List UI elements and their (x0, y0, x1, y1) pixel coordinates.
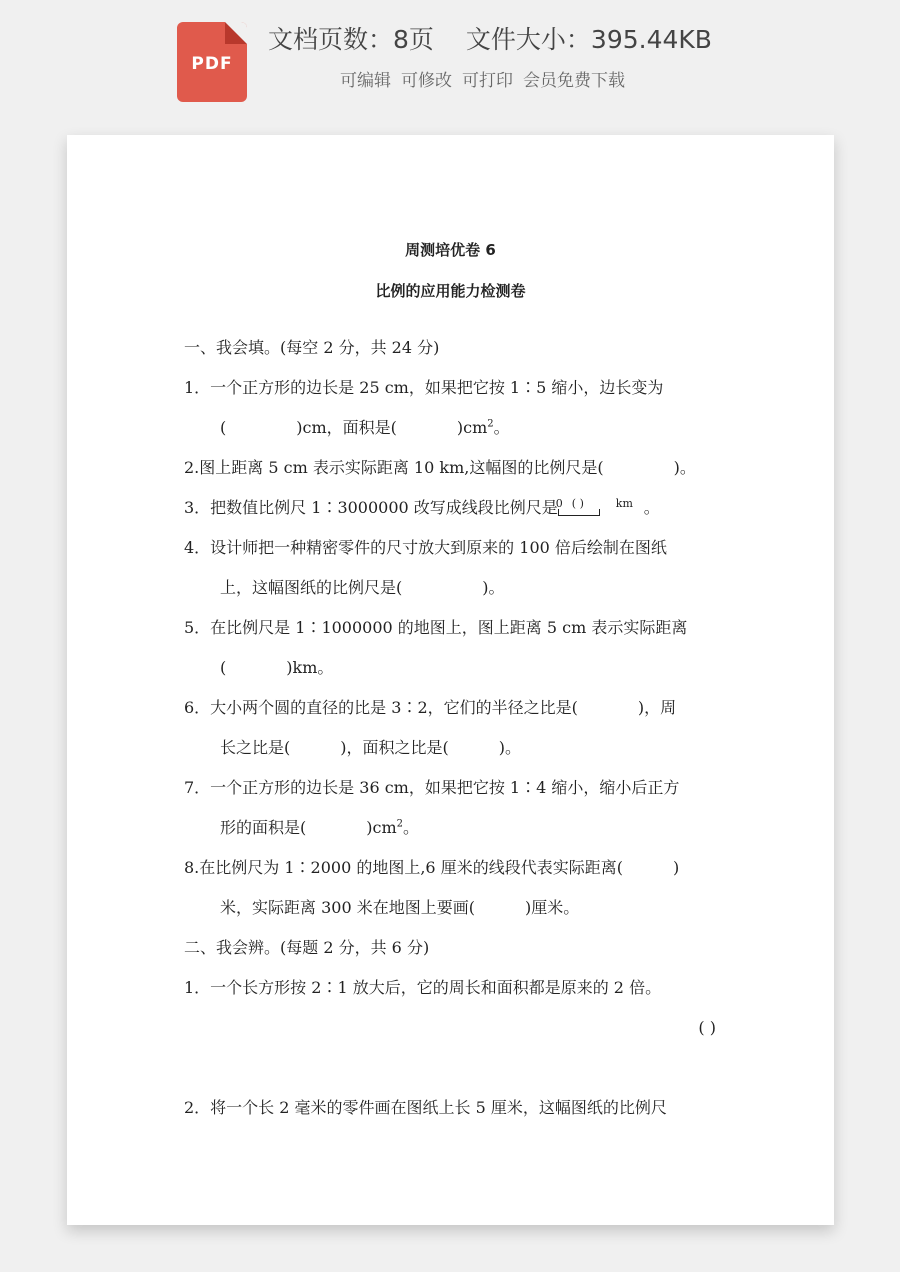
q4-end: )。 (482, 578, 505, 597)
question-5-line-2 (220, 657, 752, 679)
q7-unit: )cm (366, 818, 397, 837)
q8-text: 8.在比例尺为 1∶2000 的地图上,6 厘米的线段代表实际距离( (184, 858, 623, 877)
q6-end: )。 (498, 738, 521, 757)
paren-open: ( (220, 658, 227, 677)
feature-editable: 可编辑 (340, 71, 391, 91)
page-fold (225, 22, 247, 44)
question-3 (184, 497, 716, 519)
q6-text-2: 长之比是( (220, 738, 291, 757)
scale-unit: km (615, 497, 633, 510)
q5-end: )km。 (286, 658, 334, 677)
question-6-line-1 (184, 697, 716, 719)
scale-blank: ( ) (571, 497, 584, 510)
file-size: 文件大小：395.44KB (465, 25, 712, 54)
pdf-badge-label: PDF (191, 54, 233, 74)
scale-zero: 0 (555, 497, 563, 510)
q8-paren-close: ) (672, 858, 680, 877)
q1-end: 。 (493, 418, 510, 437)
q7-text: 形的面积是( (220, 818, 307, 837)
q6-text: 6．大小两个圆的直径的比是 3∶2，它们的半径之比是( (184, 698, 578, 717)
q8-end: )厘米。 (524, 898, 580, 917)
question-6-line-2 (220, 737, 752, 759)
feature-member-download: 会员免费下载 (523, 71, 625, 91)
feature-list (340, 66, 635, 91)
paren-open: ( (220, 418, 227, 437)
document-page (67, 135, 834, 1225)
q7-end: 。 (403, 818, 420, 837)
q4-text: 上，这幅图纸的比例尺是( (220, 578, 403, 597)
q1-text: )cm，面积是( (296, 418, 397, 437)
superscript: 2 (396, 818, 403, 830)
q2-text: 2.图上距离 5 cm 表示实际距离 10 km,这幅图的比例尺是( (184, 458, 604, 477)
question-7-line-2 (220, 817, 752, 839)
question-8-line-1 (184, 857, 716, 879)
section-1-heading: 一、我会填。(每空 2 分，共 24 分) (184, 338, 440, 357)
feature-printable: 可打印 (462, 71, 513, 91)
q6-text-cont: )，周 (637, 698, 677, 717)
q1-unit: )cm (456, 418, 488, 437)
question-5-line-1: 5．在比例尺是 1∶1000000 的地图上，图上距离 5 cm 表示实际距离 (184, 618, 688, 637)
judge-2: 2．将一个长 2 毫米的零件画在图纸上长 5 厘米，这幅图纸的比例尺 (184, 1098, 667, 1117)
q3-text: 3．把数值比例尺 1∶3000000 改写成线段比例尺是 (184, 498, 558, 517)
q3-end: 。 (643, 498, 660, 517)
judge-1-answer-paren: ( ) (698, 1018, 716, 1037)
doc-subtitle: 比例的应用能力检测卷 (375, 282, 526, 300)
question-4-line-1: 4．设计师把一种精密零件的尺寸放大到原来的 100 倍后绘制在图纸 (184, 538, 667, 557)
section-2-heading: 二、我会辨。(每题 2 分，共 6 分) (184, 938, 430, 957)
question-7-line-1: 7．一个正方形的边长是 36 cm，如果把它按 1∶4 缩小，缩小后正方 (184, 778, 680, 797)
question-1-line-2 (220, 417, 752, 439)
feature-modifiable: 可修改 (401, 71, 452, 91)
scale-bar-figure (555, 497, 644, 519)
question-2 (184, 457, 716, 479)
file-info (268, 20, 712, 56)
pdf-file-icon (177, 22, 247, 102)
q6-text-3: )，面积之比是( (340, 738, 449, 757)
question-1-line-1: 1．一个正方形的边长是 25 cm，如果把它按 1∶5 缩小，边长变为 (184, 378, 664, 397)
page-count: 文档页数：8页 (268, 25, 434, 54)
question-4-line-2 (220, 577, 752, 599)
q2-end: )。 (673, 458, 696, 477)
doc-title: 周测培优卷 6 (405, 241, 496, 259)
question-8-line-2 (220, 897, 752, 919)
superscript: 2 (487, 418, 494, 430)
judge-1: 1．一个长方形按 2∶1 放大后，它的周长和面积都是原来的 2 倍。 (184, 978, 662, 997)
q8-text-2: 米，实际距离 300 米在地图上要画( (220, 898, 475, 917)
